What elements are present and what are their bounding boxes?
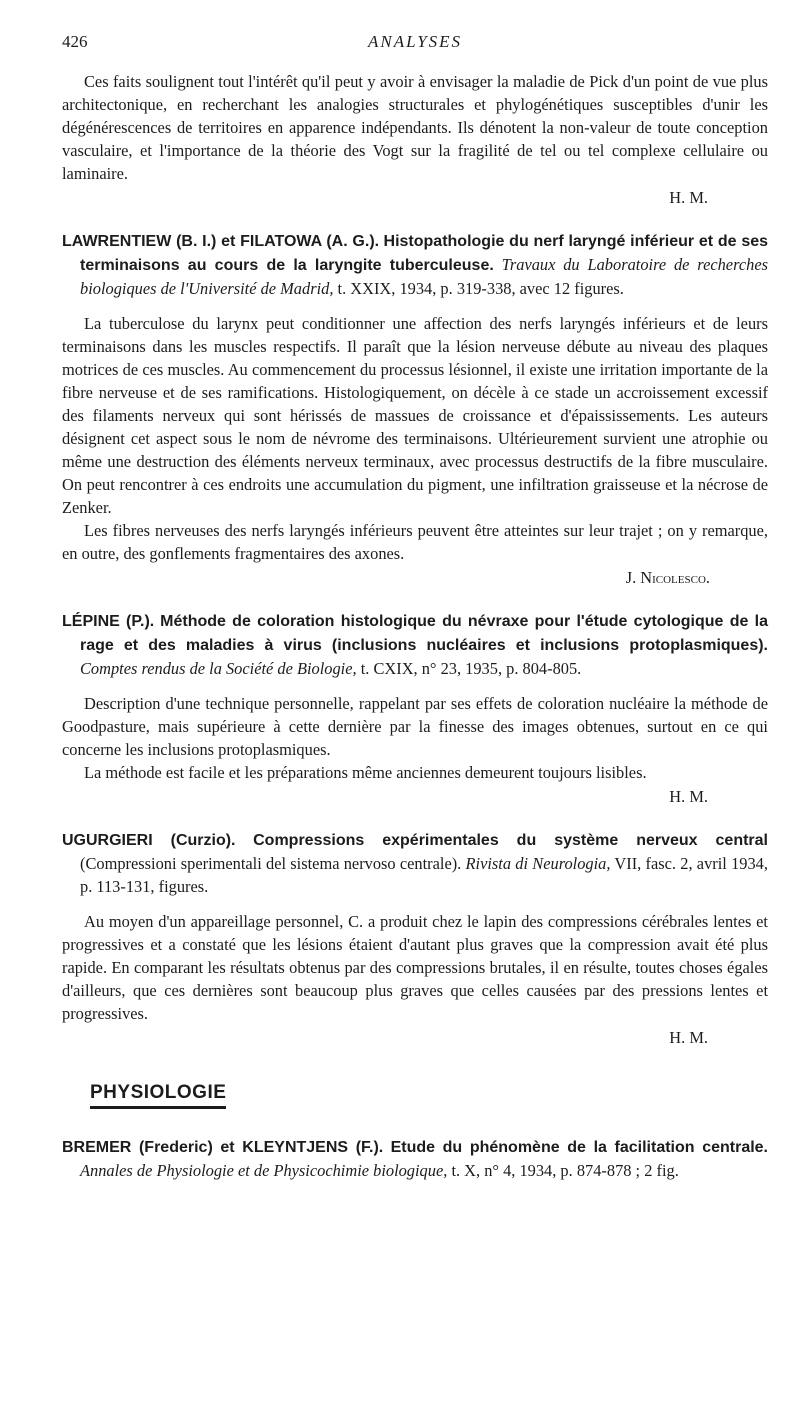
entry-authors: UGURGIERI (Curzio). (62, 832, 236, 849)
entry-signature: H. M. (669, 787, 708, 806)
running-head: ANALYSES (367, 32, 463, 51)
entry-reference (62, 229, 768, 300)
entry-title-note: (Compressioni sperimentali del sistema nervoso centrale). (80, 854, 462, 873)
entry-lawrentiew (62, 229, 768, 589)
page-number: 426 (62, 32, 88, 51)
section-heading: PHYSIOLOGIE (90, 1081, 226, 1109)
entry-source: Rivista di Neurologia, (465, 854, 611, 873)
entry-title: Méthode de coloration histologique du névraxe pour l'étude cytologique de la rage et des maladies à virus (inclusions nucléaires et inclusions protoplasmiques). (80, 613, 768, 654)
entry-authors: BREMER (Frederic) et KLEYNTJENS (F.). (62, 1139, 384, 1156)
entry-source: Annales de Physiologie et de Physicochimie biologique, (80, 1161, 448, 1180)
entry-signature: J. Nicolesco. (625, 568, 710, 587)
intro-paragraph: Ces faits soulignent tout l'intérêt qu'il peut y avoir à envisager la maladie de Pick d'un point de vue plus architectonique, en recherchant les analogies structurales et phylogénétiques susceptibles d'unir les dégénérescences de territoires en apparence indépendants. Ils dénotent la non-valeur de toute conception vasculaire, et l'importance de la théorie des Vogt sur la fragilité de tel ou tel complexe cellulaire ou laminaire. (62, 72, 768, 183)
entry-source: Comptes rendus de la Société de Biologie, (80, 659, 357, 678)
entry-details: t. CXIX, n° 23, 1935, p. 804-805. (360, 659, 582, 678)
entry-paragraph: Description d'une technique personnelle, rappelant par ses effets de coloration nucléaire la méthode de Goodpasture, mais supérieure à cette dernière par la finesse des images obtenues, surtout en ce qui concerne les inclusions protoplasmiques. (62, 694, 768, 759)
entry-paragraph: Au moyen d'un appareillage personnel, C. a produit chez le lapin des compressions cérébrales lentes et progressives et a constaté que les lésions étaient d'autant plus graves que la compression avait été plus rapide. En comparant les résultats obtenus par des compressions brutales, il en résulte, toutes choses égales d'ailleurs, que ces dernières sont beaucoup plus graves que celles causées par des pressions lentes et progressives. (62, 912, 768, 1023)
entry-title: Compressions expérimentales du système nerveux central (253, 832, 768, 849)
entry-ugurgieri (62, 828, 768, 1049)
entry-details: VII, fasc. 2, avril 1934, p. 113-131, figures. (80, 854, 768, 896)
entry-title: Etude du phénomène de la facilitation centrale. (390, 1139, 769, 1156)
entry-details: t. XXIX, 1934, p. 319-338, avec 12 figures. (337, 279, 624, 298)
entry-reference (62, 828, 768, 898)
intro-signature: H. M. (669, 188, 708, 207)
entry-paragraph: Les fibres nerveuses des nerfs laryngés inférieurs peuvent être atteintes sur leur trajet ; on y remarque, en outre, des gonflements fragmentaires des axones. (62, 521, 768, 563)
entry-title: Histopathologie du nerf laryngé inférieur et de ses terminaisons au cours de la laryngite tuberculeuse. (80, 233, 769, 274)
entry-authors: LÉPINE (P.). (62, 613, 155, 630)
entry-source: Travaux du Laboratoire de recherches biologiques de l'Université de Madrid, (80, 255, 768, 298)
entry-signature: H. M. (669, 1028, 708, 1047)
entry-lepine (62, 609, 768, 808)
entry-reference (62, 609, 768, 680)
page-body (62, 70, 768, 1194)
entry-paragraph: La méthode est facile et les préparations même anciennes demeurent toujours lisibles. (84, 763, 647, 782)
page-header (62, 32, 768, 56)
entry-bremer (62, 1135, 768, 1182)
entry-paragraph: La tuberculose du larynx peut conditionner une affection des nerfs laryngés inférieurs et de leurs terminaisons dans les muscles respectifs. Il paraît que la lésion nerveuse débute au niveau des plaques motrices de ces muscles. Au commencement du processus lésionnel, il existe une irritation importante de la fibre nerveuse et de ses ramifications. Histologiquement, on décèle à ce stade un accroissement excessif des filaments nerveux qui sont hérissés de massues de croissance et d'épaississements. Les auteurs désignent cet aspect sous le nom de névrome des terminaisons. Ultérieurement survient une atrophie ou même une destruction des éléments nerveux terminaux, avec processus destructifs de la fibre musculaire. On peut rencontrer à ces endroits une accumulation du pigment, une infiltration graisseuse et la nécrose de Zenker. (62, 314, 768, 517)
entry-authors: LAWRENTIEW (B. I.) et FILATOWA (A. G.). (62, 233, 380, 250)
entry-details: t. X, n° 4, 1934, p. 874-878 ; 2 fig. (451, 1161, 679, 1180)
entry-reference (62, 1135, 768, 1182)
